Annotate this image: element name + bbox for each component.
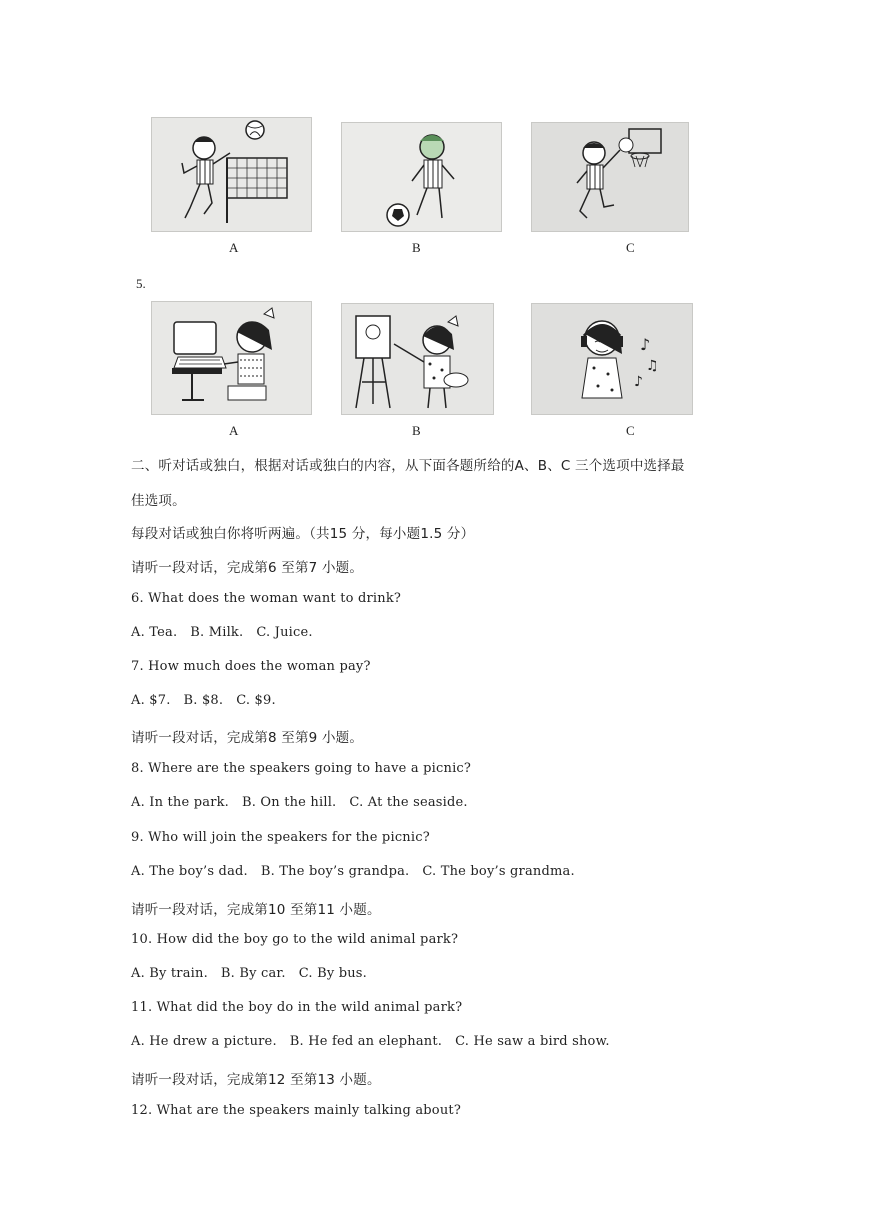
dialogue-header: 请听一段对话，完成第8 至第9 小题。 — [131, 730, 364, 746]
question-12: 12. What are the speakers mainly talking about? — [131, 1103, 461, 1118]
soccer-icon — [342, 123, 501, 231]
question-11: 11. What did the boy do in the wild animal park? — [131, 1000, 463, 1015]
caption-a: A — [229, 240, 239, 255]
section-instruction: 二、听对话或独白，根据对话或独白的内容，从下面各题所给的A、B、C 三个选项中选择最 — [131, 458, 685, 474]
computer-icon — [152, 302, 311, 414]
basketball-icon — [532, 123, 688, 231]
section-note: 每段对话或独白你将听两遍。（共15 分，每小题1.5 分） — [131, 526, 475, 542]
svg-text:♪: ♪ — [640, 335, 651, 354]
options-7: A. $7. B. $8. C. $9. — [131, 693, 276, 708]
question-8: 8. Where are the speakers going to have a picnic? — [131, 761, 472, 776]
picture-a-computer — [151, 301, 312, 415]
picture-b-soccer — [341, 122, 502, 232]
options-6: A. Tea. B. Milk. C. Juice. — [131, 625, 313, 640]
caption-a: A — [229, 423, 239, 438]
question-6: 6. What does the woman want to drink? — [131, 591, 402, 606]
painting-icon — [342, 304, 493, 414]
dialogue-header: 请听一段对话，完成第6 至第7 小题。 — [131, 560, 364, 576]
question-7: 7. How much does the woman pay? — [131, 659, 371, 674]
caption-b: B — [412, 423, 421, 438]
question-number-5: 5. — [136, 276, 146, 291]
section-instruction-cont: 佳选项。 — [131, 493, 186, 509]
picture-c-basketball — [531, 122, 689, 232]
dialogue-header: 请听一段对话，完成第10 至第11 小题。 — [131, 902, 381, 918]
picture-a-volleyball — [151, 117, 312, 232]
picture-c-music — [531, 303, 693, 415]
options-8: A. In the park. B. On the hill. C. At the seaside. — [131, 795, 468, 810]
music-icon — [532, 304, 692, 414]
caption-c: C — [626, 423, 635, 438]
options-10: A. By train. B. By car. C. By bus. — [131, 966, 368, 981]
svg-text:♫: ♫ — [646, 358, 659, 374]
options-9: A. The boy’s dad. B. The boy’s grandpa. C. The boy’s grandma. — [131, 864, 575, 879]
options-11: A. He drew a picture. B. He fed an elephant. C. He saw a bird show. — [131, 1034, 610, 1049]
question-10: 10. How did the boy go to the wild animal park? — [131, 932, 459, 947]
svg-text:♪: ♪ — [634, 374, 643, 390]
picture-b-painting — [341, 303, 494, 415]
caption-c: C — [626, 240, 635, 255]
dialogue-header: 请听一段对话，完成第12 至第13 小题。 — [131, 1072, 381, 1088]
caption-b: B — [412, 240, 421, 255]
volleyball-icon — [152, 118, 311, 231]
question-9: 9. Who will join the speakers for the picnic? — [131, 830, 430, 845]
